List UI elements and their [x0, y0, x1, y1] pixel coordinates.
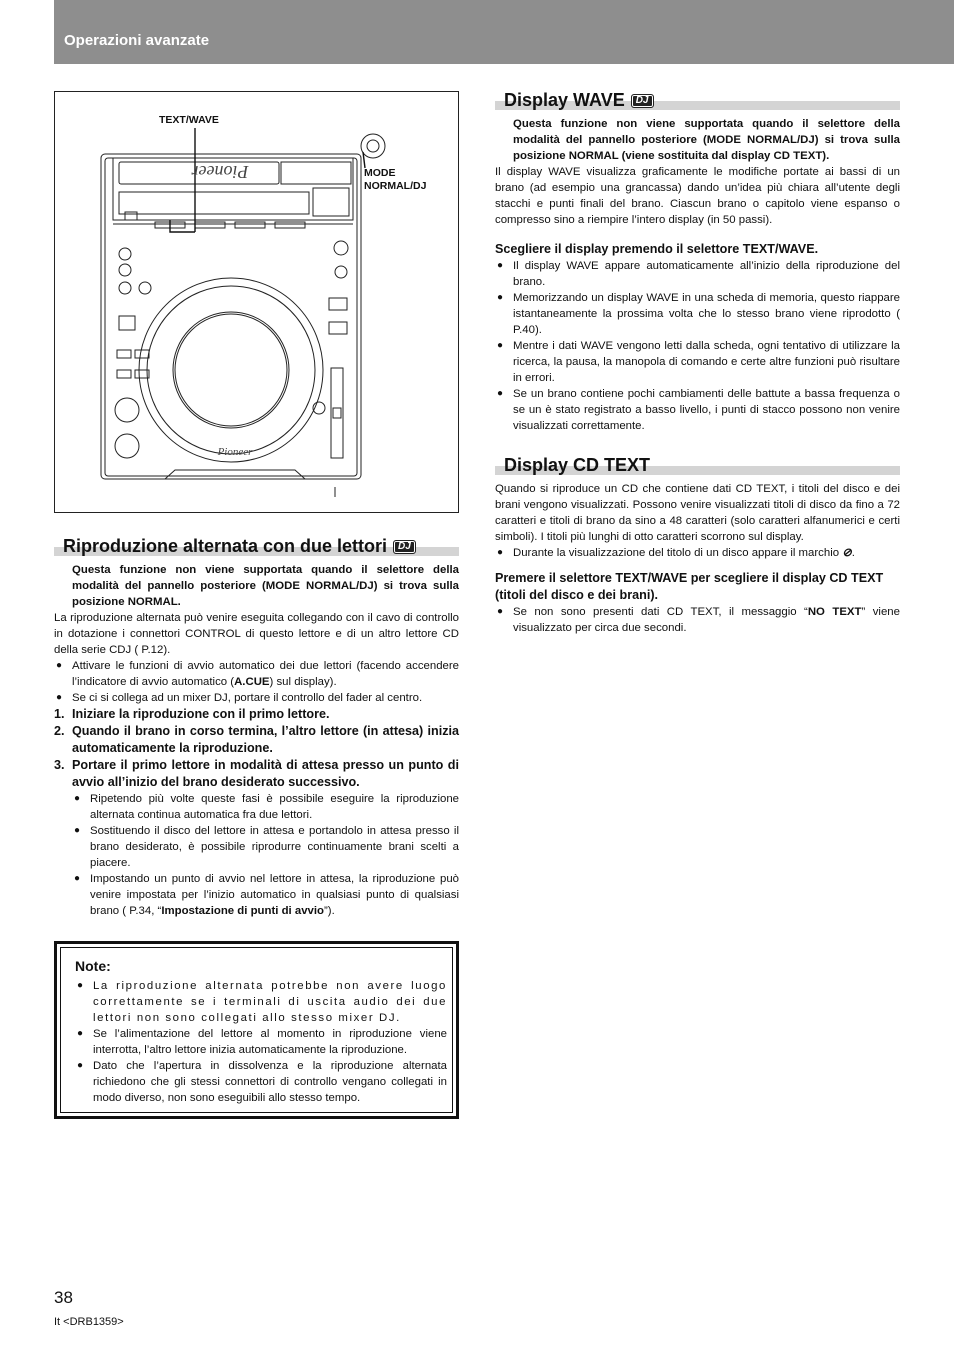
section-header-title: Operazioni avanzate: [64, 32, 210, 49]
wave-bullet: ● Memorizzando un display WAVE in una scheda di memoria, questo riappare istantaneamente la prossima volta che lo stesso brano viene riprodotto ( P.40).: [495, 290, 900, 338]
wave-intro: Il display WAVE visualizza graficamente le modifiche portate ai bassi di un brano (ad esempio una grancassa) dando un’idea più chiara all’utente degli stacchi e punti finali del brano. Ciascun brano o capitolo viene espanso o compresso sino a riempire l’intero display (in 50 passi).: [495, 166, 900, 226]
step-sub-bullet: ● Sostituendo il disco del lettore in attesa e portandolo in attesa presso il brano desiderato, è possibile riprodurre continuamente brani scelti a piacere.: [54, 823, 459, 871]
alternate-bullet: ● Attivare le funzioni di avvio automatico dei due lettori (facendo accendere l’indicatore di avvio automatico (A.CUE) sul display).: [54, 658, 459, 690]
mode-normal-dj-label: MODE NORMAL/DJ: [364, 167, 427, 192]
wave-subhead: Scegliere il display premendo il selettore TEXT/WAVE.: [495, 242, 819, 256]
wave-warning: Questa funzione non viene supportata quando il selettore della modalità del pannello posteriore (MODE NORMAL/DJ) si trova sulla posizione NORMAL (viene sostituita dal display CD TEXT).: [513, 118, 900, 162]
display-cdtext-heading: [495, 455, 900, 477]
left-column: [54, 562, 459, 919]
cdtext-intro: Quando si riproduce un CD che contiene dati CD TEXT, i titoli del disco e dei brani vengono visualizzati. Possono venire visualizzati titoli di disco da fino a 72 caratteri e titoli di brano da sino a 48 caratteri (solo caratteri alfanumerici e certi simboli). I titoli più lunghi di otto caratteri scorrono sul display.: [495, 483, 900, 543]
note-item: ● Dato che l’apertura in dissolvenza e la riproduzione alternata richiedono che gli stessi connettori di controllo vengano collegati in modo diverso, non sono eseguibili allo stesso tempo.: [75, 1058, 447, 1106]
alternate-intro: La riproduzione alternata può venire eseguita collegando con il cavo di controllo in dotazione i connettori CONTROL di questo lettore e di un altro lettore CD della serie CDJ ( P.12).: [54, 612, 459, 656]
note-item: ● La riproduzione alternata potrebbe non avere luogo correttamente se i terminali di uscita audio dei due lettori non sono collegati allo stesso mixer DJ.: [75, 978, 447, 1026]
page-number: 38: [54, 1288, 73, 1307]
cdj-player-drawing: [55, 92, 460, 514]
note-box: [54, 941, 459, 1119]
alternate-playback-heading: [54, 536, 459, 558]
text-wave-label: TEXT/WAVE: [159, 114, 219, 126]
brand-logo-bottom: Pioneer: [217, 446, 253, 458]
note-item: ● Se l’alimentazione del lettore al momento in riproduzione viene interrotta, l’altro lettore inizia automaticamente la riproduzione.: [75, 1026, 447, 1058]
brand-logo-upside: Pioneer: [191, 162, 249, 182]
note-list: [75, 978, 447, 1106]
header-bar: [54, 0, 954, 64]
step-1: 1. Iniziare la riproduzione con il primo lettore.: [54, 707, 330, 721]
note-title: Note:: [75, 958, 111, 974]
wave-column: [495, 116, 900, 434]
alternate-playback-title: Riproduzione alternata con due lettori: [63, 536, 388, 556]
step-sub-bullet: ● Impostando un punto di avvio nel lettore in attesa, la riproduzione può venire impostata per l’inizio automatico in qualsiasi punto di qualsiasi brano ( P.34, “Impostazione di punti di avvio”).: [54, 871, 459, 919]
wave-bullet: ● Se un brano contiene pochi cambiamenti delle battute a bassa frequenza o se un è stato registrato a basso livello, i punti di stacco possono non venire visualizzati correttamente.: [495, 386, 900, 434]
cdtext-bullet: ● Se non sono presenti dati CD TEXT, il messaggio “NO TEXT” viene visualizzato per circa due secondi.: [495, 604, 900, 636]
display-wave-heading: [495, 90, 900, 112]
dj-mode-badge-icon: DJ: [393, 540, 416, 554]
player-illustration: [54, 91, 459, 513]
wave-bullet: ● Il display WAVE appare automaticamente all’inizio della riproduzione del brano.: [495, 258, 900, 290]
document-code: It <DRB1359>: [54, 1316, 124, 1328]
display-cdtext-title: Display CD TEXT: [504, 455, 651, 475]
step-3: 3. Portare il primo lettore in modalità di attesa presso un punto di avvio all’inizio del brano desiderato successivo.: [54, 758, 459, 789]
alternate-bullet: ● Se ci si collega ad un mixer DJ, portare il controllo del fader al centro.: [54, 690, 459, 706]
step-sub-bullet: ● Ripetendo più volte queste fasi è possibile eseguire la riproduzione alternata continua automatica fra due lettori.: [54, 791, 459, 823]
cd-text-mark-icon: ⊘: [842, 547, 852, 559]
wave-bullet: ● Mentre i dati WAVE vengono letti dalla scheda, ogni tentativo di utilizzare la ricerca, la pausa, la manopola di comando e certe altre funzioni può risultare in errori.: [495, 338, 900, 386]
cdtext-bullet: ● Durante la visualizzazione del titolo di un disco appare il marchio ⊘.: [495, 545, 900, 561]
cdtext-column: [495, 481, 900, 636]
dj-mode-badge-icon: DJ: [631, 94, 654, 108]
cdtext-subhead: Premere il selettore TEXT/WAVE per scegliere il display CD TEXT (titoli del disco e dei brani).: [495, 571, 884, 602]
step-2: 2. Quando il brano in corso termina, l’altro lettore (in attesa) inizia automaticamente la riproduzione.: [54, 724, 459, 755]
alternate-warning: Questa funzione non viene supportata quando il selettore della modalità del pannello posteriore (MODE NORMAL/DJ) si trova sulla posizione NORMAL.: [72, 564, 459, 608]
display-wave-title: Display WAVE: [504, 90, 625, 110]
